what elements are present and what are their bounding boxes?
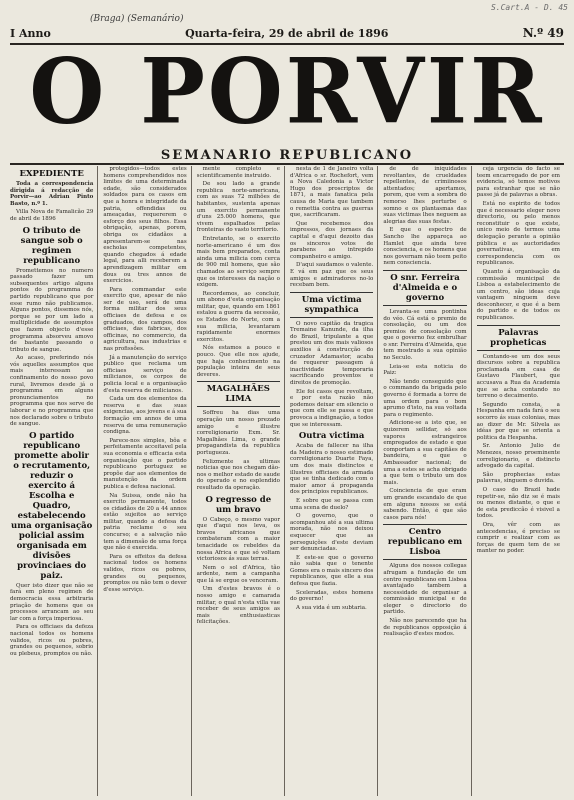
masthead-bottom-rule [10, 163, 564, 165]
article-paragraph: Um d'estes bravos é o nosso amigo e camarada militar, o qual n'esta villa vae receber de seus amigos as mais enthusiasticas felicitações. [196, 586, 280, 626]
article-heading: Uma victima sympathica [290, 292, 373, 318]
issue-number: N.º 49 [522, 26, 564, 40]
column-3 [197, 166, 285, 796]
article-paragraph: Contando-se um dos seus discursos sobre a republica proclamada em casa de Gustavo Flaubert, que accusava a Rua da Academia que se acha contando no terreno o decaimento. [476, 353, 560, 400]
article-heading: O regresso de um bravo [205, 494, 272, 515]
article-heading: O tributo de sangue sob o regimen republicano [20, 225, 83, 266]
handwritten-note: (Braga) (Semanário) [90, 14, 184, 24]
article-paragraph: Leia-se esta noticia do Paiz: [383, 363, 467, 377]
article-paragraph: Sr. Antonio Julio de Menezes, nosso proeminente correligionario, e distincto advogado da capital. [476, 443, 560, 470]
article-paragraph: Não tendo conseguido que o commando da brigada pelo governo é formada a torre de uma ordem para o bom aprumo d'isto, na sua voltada para o regimento. [383, 378, 467, 418]
article-paragraph: Acaba de fallecer na ilha da Madeira o nosso estimado correligionario Duarte Faya, um dos mais distinctos e illustres officiaes da armada que se tinha dedicado com o maior amor á propaganda dos principios republicanos. [289, 443, 374, 496]
article-paragraph: Recordemos, ao concluir, um abono d'esta organisação militar, que, quando em 1861 estalou a guerra da secessão, os Estados do Norte, com a sua milicia, levantaram rapidamente enormes exercitos. [196, 290, 280, 343]
article-paragraph: O governo, que o acompanhou até a sua ultima morada, não nos deixou esquecer que as perseguições d'este deviam ser denunciadas. [289, 513, 374, 553]
article-heading: Outra victima [298, 431, 365, 442]
article-paragraph: O novo capitão da tragica Tremaine Kanunde, da ilha do Brazil, tripulante a que prestou um dos mais valiosos auxilios á construcção do cruzador Adamastor, acaba de requerer passagem á inactividade temporaria sacrificando proventos e direitos de promoção. [289, 320, 374, 387]
article-heading: EXPEDIENTE [19, 169, 84, 179]
article-paragraph: Para commandar este exercito que, apesar de não ser de uso, será de uma forma militar dos seus officiaes de defesa e os graduados, dos campos, dos officiaes, das fabricas, dos officinas, no commercio, da agricultura, nas industrias e nas profissões. [103, 286, 187, 353]
article-paragraph: Não nos parecendo que ha de republicanos opposição á realisação d'estes modos. [383, 618, 467, 638]
article-paragraph: Adicione-se a isto que, se quizerem sellidar, só aos vapores estrangeiros empregados de estado e que comportam a sua capitães de bandeira, e que o Ambassador nacional; de uma a estes se acha obrigado a que tem o tributo um dos mais. [383, 420, 467, 486]
article-paragraph: Felizmente as ultimas noticias que nos chegam dão-nos o melhor estado de saude do operado e no esplendido resultado da operação. [196, 458, 280, 491]
article-paragraph: Nem o sol d'Africa, tão ardente, nem a campanha que lá se ergue os venceram. [196, 564, 280, 584]
column-5 [383, 166, 471, 796]
article-paragraph: Quanto á organisação da commissão municipal de Lisboa a estabelecimento de um centro, são ideas cuja vantagem ninguem deve desconhecer, e que é a bem do partido e de todos os republicanos. [476, 268, 560, 322]
article-paragraph: Ele foi casos que revoltam, e por esta razão não podemos deixar em silencio o que com elle se passa e que provoca a indignação, a todos que se interessam. [289, 388, 374, 428]
article-heading: Palavras propheticas [477, 325, 560, 351]
article-paragraph: Para os effeitos da defesa nacional todos os homens validos, ricos ou pobres, grandes ou pequenos, promptos ou não tem o dever d'esse serviço. [103, 553, 187, 593]
column-2 [103, 166, 191, 796]
article-paragraph: Ora, vêr com as antecedencias, é preciso se cumprir e realizar com as forças de quem tem de se manter no poder. [476, 521, 560, 555]
article-paragraph: A sua vida é um subtaria. [295, 604, 367, 611]
article-paragraph: Parece-nos simples, bôa e perfeitamente acceitavel pela sua economia e efficacia esta organisação que o partido republicano portuguez se propõe dar aos elementos de manutenção da ordem publica e defesa nacional. [103, 437, 187, 490]
article-paragraph: E sobre que se passa com uma scena de duelo? [289, 497, 374, 511]
article-heading: O partido republicano promette abolir o recrutamento, reduzir o exercito á Escolha e Quadro, estabelecendo uma organisação policial assim organisada em divisões provinciaes do paiz. [11, 430, 93, 581]
article-paragraph: Está no espirito de todos que é necessario eleger novo directorio, ou pelo menos reconstituir o que existe, unico meio de termos uma delegação perante a opinião pública e as auctoridades governativas, em correspondencia com os republicanos. [476, 200, 560, 267]
article-paragraph: O caso do Brazil hade repetir-se, não diz se é mais ou menos distante, o que e de esta prediccão é visivel a todos. [476, 486, 560, 520]
article-paragraph: Ao acaso, preferindo nós vós aquelles assumptos que mais interessam ao confinamento do nosso povo rural, livremos desde já o programma em alguns pronunciamentos no programma que nos serve de laborar e no programma que nos declarado sobre o tributo de sangue. [10, 355, 94, 428]
issue-date: Quarta-feira, 29 de abril de 1896 [185, 26, 389, 40]
article-columns [10, 166, 564, 796]
column-1 [10, 166, 98, 796]
article-paragraph: O Cabeço, o mesmo vapor que d'aqui nos leva, os bravos africanos que combateram com a maior tenacidade os rebeldes da nossa Africa e que só voltam victoriosos ás suas terras. [196, 516, 280, 563]
article-paragraph: nesta de 1 de Janeiro volta d'Africa o sr. Rochefort, vem a Nova Caledonia a Victor Hugo dos proscriptos de 1871, a mais fanatica pela causa de Maria que tambem o remettia contra as guerras que, sacrificaram. [289, 166, 374, 219]
article-paragraph: Que recebemos dos impressos, dos jornaes da capital e d'aqui dezoito das os sinceros votos de parabens ao intrepido companheiro e amigo. [289, 220, 374, 260]
column-6 [477, 166, 564, 796]
article-paragraph: Promettemos no numero passado fazer um subsequentes artigo alguns pontos do programma do partido republicano que por esse rumo não publicamos. Alguns pontos, dissemos nós, porque se por um lado a multiplicidade de assumptos que fazem objecto d'esse programma absorveu amovo de bastante passando o tributo de sangue. [10, 267, 94, 353]
article-paragraph: São prophecias estas palavras, singuem o duvida. [476, 471, 560, 485]
article-paragraph: Levanta-se uma pontinha do véo. Cá está o premio de consolação, ou um dos premios de consolação com que o governo fez embrulhar o snr. Ferreira d'Almeida, que tem mostrado a sua opinião no Seculo. [383, 308, 467, 362]
article-paragraph: Cada um dos elementos da reserva e das suas exigencias, aos jovens e á sua formação em annos de uma reserva de uma remuneração condigna. [103, 396, 187, 436]
article-heading: Centro republicano em Lisboa [383, 524, 466, 560]
top-strip [0, 0, 574, 14]
article-paragraph: Sceleradas, estes homens do governo! [289, 589, 374, 603]
article-paragraph: E que o espectro de Sancho lhe appareça ao Hamlet que ainda teve consciencia, e os homens que nos governam não teem peito nem consciencia. [383, 227, 467, 267]
article-paragraph: Villa Nova de Famalicão 29 de abril de 1896 [10, 209, 94, 222]
article-paragraph: Entretanto, se o exercito norte-americano é um dos mais bem preparados, conta ainda uma milicia com cerca de 900 mil homens, que são chamados ao serviço sempre que os interesses da nação o exigem. [196, 235, 280, 289]
issue-year: I Anno [10, 26, 51, 40]
column-4 [290, 166, 378, 796]
article-paragraph: Alguns dos nossos collegas afrugam a fundação de um centro republicano em Lisboa avantajado tambem a necessidade de organisar a commissão municipal e de eleger o directorio do partido. [383, 563, 467, 616]
article-paragraph: Na Suissa, onde não ha exercito permanente, todos os cidadãos de 20 a 44 annos estão sujeitos ao serviço militar, quando a defesa da patria reclame o seu concurso; e a salvação não tem a dimensão de uma força que não é exercida. [103, 492, 187, 552]
article-paragraph: de de iniquidades revoltantes, de crueldades repellentes, de crimiinosos attentados; apertamos, porem, que vem a sombra do remorso lhes perturbe o somno e os plantasmas das suas victimas lhes neguem as alegrias das suas festas. [383, 166, 467, 225]
article-paragraph: E este-se que o governo não sabia que o tenente Gomes era o mais sincero dos republicanos, que elle a sua defesa que fazia. [289, 554, 374, 588]
article-paragraph: De sou lado a grande republica norte-americana, com as suas 72 milhões de habitantes, sustenta apenas um exercito permanente d'uns 25.000 homens, que vivem espalhados pelas fronteiras do vasto territorio. [196, 181, 280, 234]
masthead-subtitle: SEMANARIO REPUBLICANO [160, 148, 414, 163]
article-paragraph: Já a manutenção do serviço publico que reclama um officiaes serviço de milicianos, os corpos de policia local e a organisação d'esta reserva de milicianos. [103, 354, 187, 394]
article-paragraph: Segundo consta, a Hespanha em nada fará o seu socorro ás suas colonias, mas ao dizer de Mr. Silvela as idéas por que se orienta a politica da Hespanha. [476, 401, 560, 441]
article-paragraph: Soffreu ha dias uma operação um nosso prezado amigo e illustre correligionario Exm. Sr. Magalhães Lima, o grande propagandista da republica portugueza. [196, 410, 280, 456]
article-paragraph: Quer isto dizer que não se fará em pleno regimen de democracia essa arbitraria priação de homens que os processos arrancam ao seu lar com a força imperiosa. [10, 582, 94, 622]
article-paragraph: Para os officiaes da defeza nacional todos os homens validos, ricos ou pobres, grandes ou pequenos, sobrio ou plebeus, promptos ou não. [10, 624, 94, 657]
archive-stamp: S.Cart.A - D. 45 [490, 2, 568, 12]
article-paragraph: Toda a correspondencia dirigida á redacção de Porvir—ao Adrian Pinto Basto, n.º 1. [10, 181, 94, 207]
article-paragraph: protegidos—todos estes homens comprehendidos nos limites de uma determinada edade, são considerados soldados para os casos em que a honra e integridade da patria, offendidas ou ameaçadas, requererem o esforço dos seus filhos. Essa obrigação, apenas, porem, obriga os cidadãos a apresentarem-se nas escholas competentes, quando chegados á edade legal, para alli receberem a aprendizagem militar em dous ou tres annos de exercicios. [103, 166, 187, 285]
article-paragraph: Nós estamos a pouco e pouco. Que elle nos ajude, que haja conhecimento na população inteira de seus deveres. [196, 345, 280, 378]
article-paragraph: Coinciencia de que eram um grande escandalo de que em alguns nossos se está sabendo. Então, é que são casos para nós! [383, 488, 467, 521]
masthead-title: O PORVIR [29, 38, 545, 145]
article-paragraph: D'aqui saudamos o valente. E vá em paz que os seus amigos e admiradores no-lo recebam bem. [289, 262, 374, 289]
article-paragraph: ceja urgencia do facto se teem encarregado de por em evidencia, só temos motivos para estranhar que se não passe já de palavras a obras. [476, 166, 560, 199]
article-heading: O snr. Ferreira d'Almeida e o governo [383, 270, 466, 306]
article-paragraph: mente completo e scientificamente instruido. [196, 166, 280, 179]
article-heading: MAGALHÃES LIMA [197, 381, 280, 407]
